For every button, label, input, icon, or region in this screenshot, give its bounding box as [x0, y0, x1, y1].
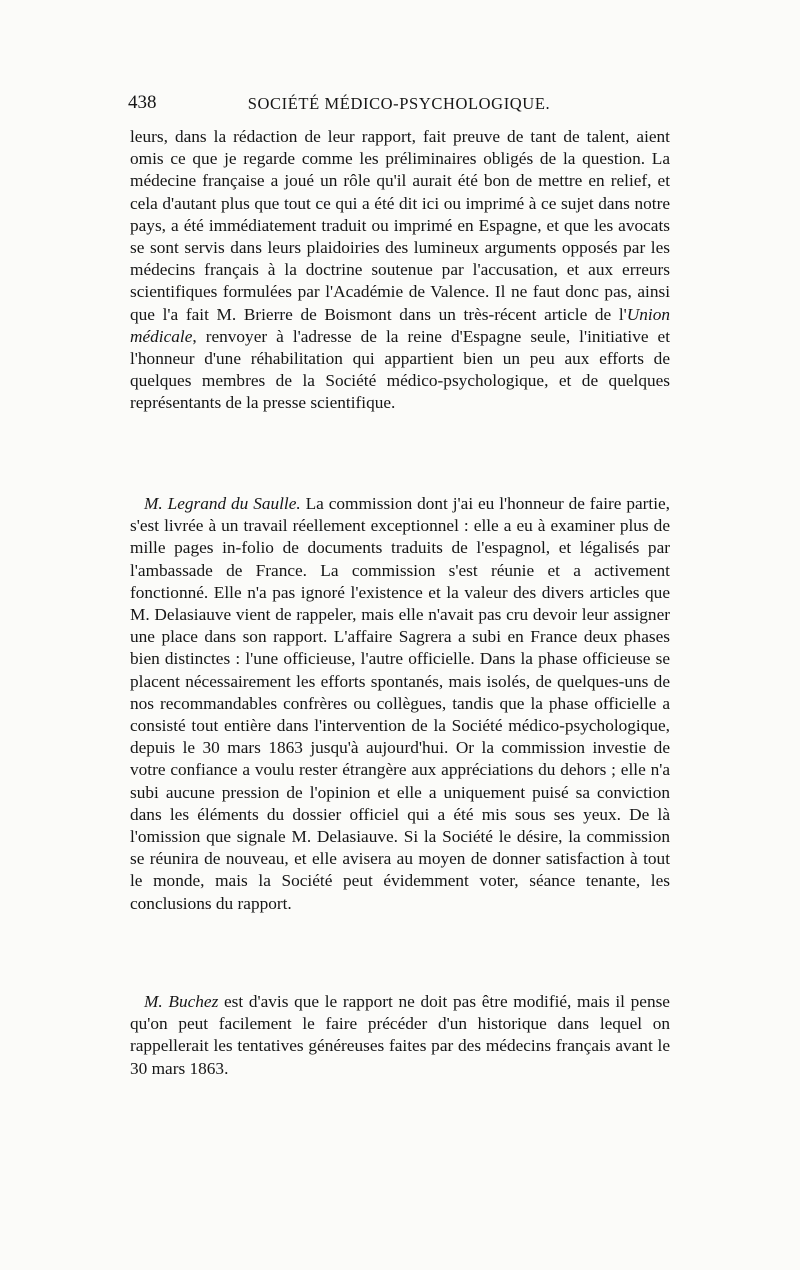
paragraph-text: est d'avis que le rapport ne doit pas être modifié, mais il pense qu'on peut facilement le faire précéder d'un historique dans lequel on rappellerait les tentatives généreuses faites par des médecins français avant le 30 mars 1863.: [130, 992, 670, 1078]
page-header: [128, 92, 670, 118]
paragraph-buchez: [130, 991, 670, 1080]
running-head: SOCIÉTÉ MÉDICO-PSYCHOLOGIQUE.: [247, 94, 551, 113]
paragraph-continuation: [130, 126, 670, 415]
paragraph-text: , renvoyer à l'adresse de la reine d'Espagne seule, l'initiative et l'honneur d'une réhabilitation qui appartient bien un peu aux efforts de quelques membres de la Société médico-psychologique, et de quelques représentants de la presse scientifique.: [130, 326, 670, 413]
paragraph-text: La commission dont j'ai eu l'honneur de faire partie, s'est livrée à un travail réellement exceptionnel : elle a eu à examiner plus de mille pages in-folio de documents traduits de l'espagnol, et légalisés par l'ambassade de France. La commission s'est réunie et a activement fonctionné. Elle n'a pas ignoré l'existence et la valeur des divers articles que M. Delasiauve vient de rappeler, mais elle n'avait pas cru devoir leur assigner une place dans son rapport. L'affaire Sagrera a subi en France deux phases bien distinctes : l'une officieuse, l'autre officielle. Dans la phase officieuse se placent nécessairement les efforts spontanés, mais isolés, de quelques-uns de nos recommandables confrères ou collègues, tandis que la phase officielle a consisté tout entière dans l'intervention de la Société médico-psychologique, depuis le 30 mars 1863 jusqu'à aujourd'hui. Or la commission investie de votre confiance a voulu rester étrangère aux appréciations du dehors ; elle n'a subi aucune pression de l'opinion et elle a uniquement puisé sa conviction dans les éléments du dossier officiel qui a été mis sous ses yeux. De là l'omission que signale M. Delasiauve. Si la Société le désire, la commission se réunira de nouveau, et elle avisera au moyen de donner satisfaction à tout le monde, mais la Société peut évidemment voter, séance tenante, les conclusions du rapport.: [130, 494, 670, 913]
paragraph-text: leurs, dans la rédaction de leur rapport, fait preuve de tant de talent, aient omis ce que je regarde comme les préliminaires obligés de la question. La médecine française a joué un rôle qu'il aurait été bon de mettre en relief, et cela d'autant plus que tout ce qui a été dit ici ou imprimé à ce sujet dans notre pays, a été immédiatement traduit ou imprimé en Espagne, et que les avocats se sont servis dans leurs plaidoiries des lumineux arguments opposés par les médecins français à la doctrine soutenue par l'accusation, et aux erreurs scientifiques formulées par l'Académie de Valence. Il ne faut donc pas, ainsi que l'a fait M. Brierre de Boismont dans un très-récent article de l': [130, 127, 670, 324]
journal-title: Union médicale: [130, 304, 670, 346]
page-number: 438: [128, 92, 157, 113]
paragraph-legrand-du-saulle: [130, 493, 670, 915]
speaker-name: M. Legrand du Saulle.: [144, 494, 301, 513]
speaker-name: M. Buchez: [144, 992, 219, 1011]
